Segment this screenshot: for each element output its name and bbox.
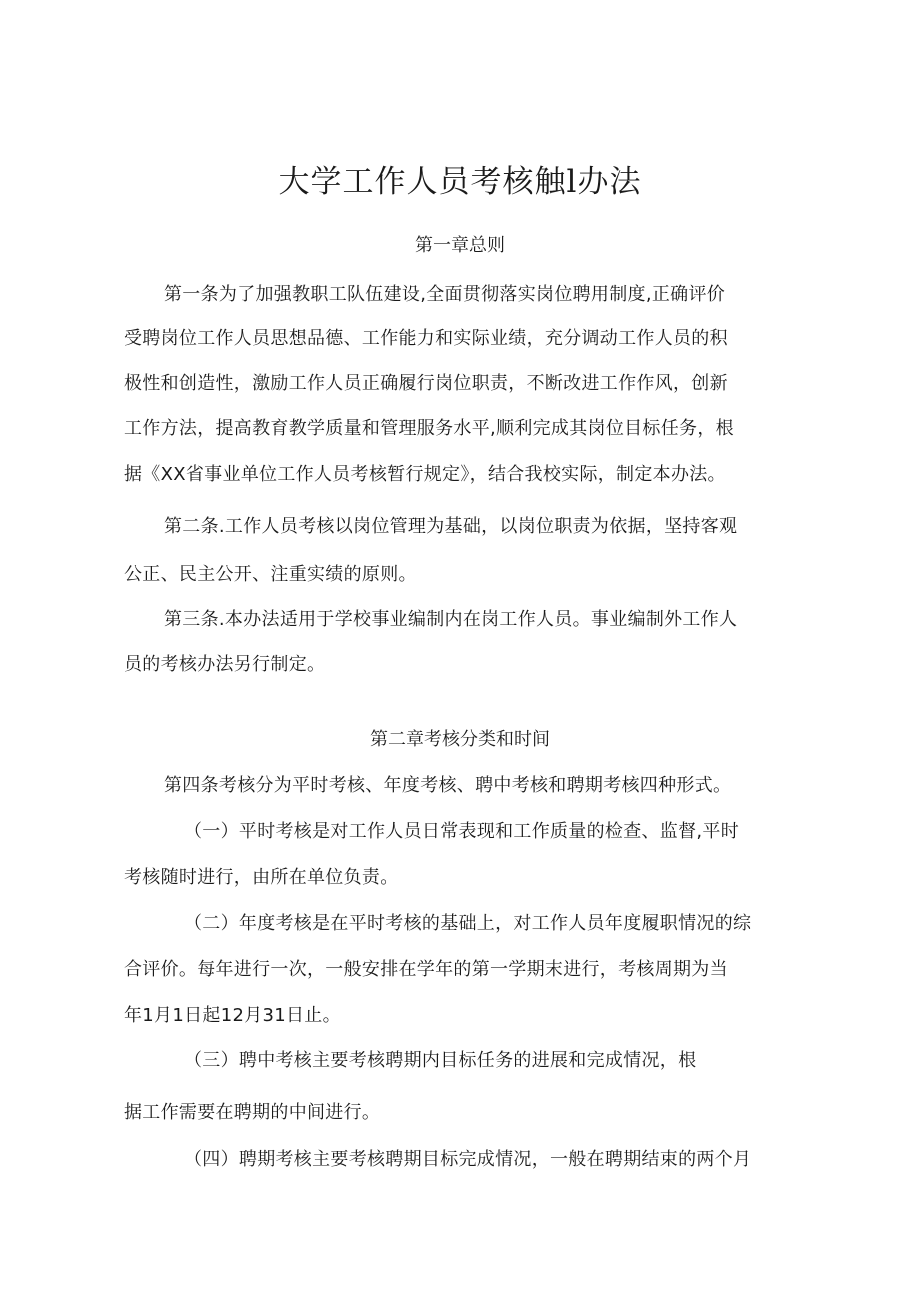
- article-1-line: 极性和创造性，激励工作人员正确履行岗位职责，不断改进工作作风，创新: [124, 373, 728, 394]
- item-4-line: （四）聘期考核主要考核聘期目标完成情况，一般在聘期结束的两个月: [184, 1149, 752, 1170]
- article-1-line: 据《XX省事业单位工作人员考核暂行规定》，结合我校实际，制定本办法。: [124, 464, 726, 485]
- article-1-line: 受聘岗位工作人员思想品德、工作能力和实际业绩，充分调动工作人员的积: [124, 328, 728, 349]
- item-2-line: 合评价。每年进行一次，一般安排在学年的第一学期末进行，考核周期为当: [124, 959, 728, 980]
- item-3-line: （三）聘中考核主要考核聘期内目标任务的进展和完成情况，根: [184, 1050, 697, 1071]
- article-2-line: 第二条.工作人员考核以岗位管理为基础，以岗位职责为依据，坚持客观: [164, 516, 738, 537]
- item-2-line: 年1月1日起12月31日止。: [124, 1005, 341, 1026]
- article-1-line: 工作方法，提高教育教学质量和管理服务水平,顺利完成其岗位目标任务，根: [124, 418, 734, 439]
- chapter-2-heading: 第二章考核分类和时间: [370, 729, 550, 750]
- item-1-line: （一）平时考核是对工作人员日常表现和工作质量的检查、监督,平时: [184, 821, 740, 842]
- article-2-line: 公正、民主公开、注重实绩的原则。: [124, 564, 417, 585]
- article-4: 第四条考核分为平时考核、年度考核、聘中考核和聘期考核四种形式。: [164, 775, 732, 796]
- article-3-line: 员的考核办法另行制定。: [124, 654, 326, 675]
- document-title: 大学工作人员考核触l办法: [278, 164, 642, 200]
- item-1-line: 考核随时进行，由所在单位负责。: [124, 867, 399, 888]
- item-2-line: （二）年度考核是在平时考核的基础上，对工作人员年度履职情况的综: [184, 913, 752, 934]
- article-3-line: 第三条.本办法适用于学校事业编制内在岗工作人员。事业编制外工作人: [164, 609, 738, 630]
- item-3-line: 据工作需要在聘期的中间进行。: [124, 1102, 381, 1123]
- chapter-1-heading: 第一章总则: [415, 235, 505, 256]
- article-1-line: 第一条为了加强教职工队伍建设,全面贯彻落实岗位聘用制度,正确评价: [164, 284, 726, 305]
